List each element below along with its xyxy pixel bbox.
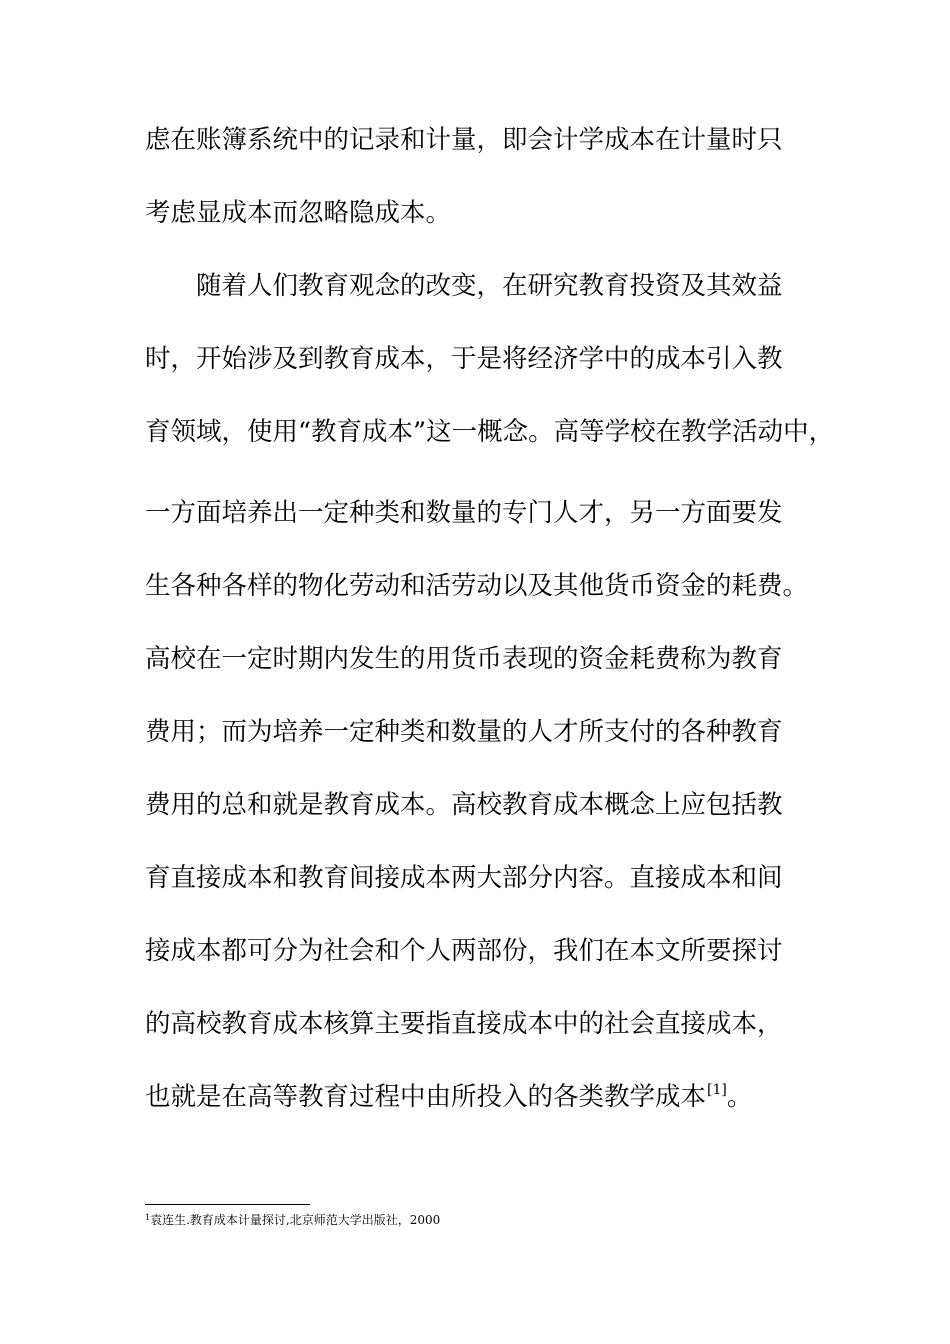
citation-link[interactable]: [1] [707, 1082, 727, 1098]
footnote-separator [145, 1204, 310, 1205]
paragraph-line-4: 时，开始涉及到教育成本，于是将经济学中的成本引入教 [145, 344, 783, 374]
footnote [145, 1212, 440, 1230]
last-line-text: 也就是在高等教育过程中由所投入的各类教学成本 [145, 1082, 707, 1112]
footnote-marker: 1 [145, 1213, 151, 1222]
paragraph-line-8: 高校在一定时期内发生的用货币表现的资金耗费称为教育 [145, 644, 783, 674]
paragraph-line-11: 育直接成本和教育间接成本两大部分内容。直接成本和间 [145, 863, 783, 893]
paragraph-line-13: 的高校教育成本核算主要指直接成本中的社会直接成本， [145, 1009, 783, 1039]
paragraph-line-3: 随着人们教育观念的改变，在研究教育投资及其效益 [196, 271, 783, 301]
last-line-end: 。 [726, 1082, 753, 1112]
paragraph-line-10: 费用的总和就是教育成本。高校教育成本概念上应包括教 [145, 790, 783, 820]
paragraph-line-5: 育领域，使用“教育成本”这一概念。高等学校在教学活动中， [145, 417, 835, 447]
paragraph-line-6: 一方面培养出一定种类和数量的专门人才，另一方面要发 [145, 498, 783, 528]
paragraph-line-2: 考虑显成本而忽略隐成本。 [145, 198, 452, 228]
paragraph-line-7: 生各种各样的物化劳动和活劳动以及其他货币资金的耗费。 [145, 571, 809, 601]
paragraph-line-12: 接成本都可分为社会和个人两部份，我们在本文所要探讨 [145, 936, 783, 966]
footnote-text: 袁连生.教育成本计量探讨,北京师范大学出版社，2000 [150, 1213, 441, 1227]
paragraph-line-1: 虑在账簿系统中的记录和计量，即会计学成本在计量时只 [145, 125, 783, 155]
paragraph-line-14 [145, 1081, 752, 1117]
paragraph-line-9: 费用；而为培养一定种类和数量的人才所支付的各种教育 [145, 717, 783, 747]
